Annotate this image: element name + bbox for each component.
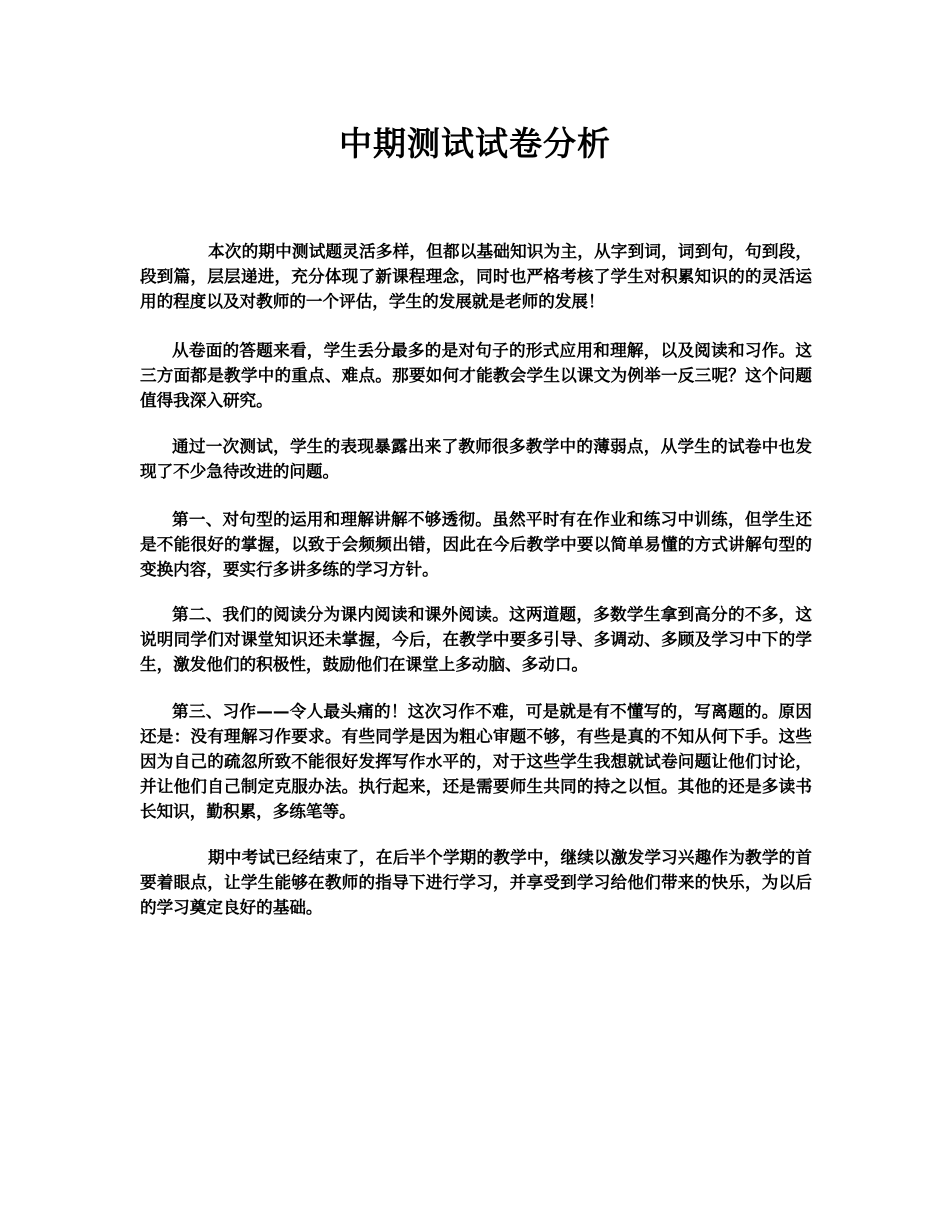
paragraph-point-one: 第一、对句型的运用和理解讲解不够透彻。虽然平时有在作业和练习中训练，但学生还是不能很好的掌握，以致于会频频出错，因此在今后教学中要以简单易懂的方式讲解句型的变换内容，要实行多讲多练的学习方针。 xyxy=(140,510,812,579)
paragraph-point-two: 第二、我们的阅读分为课内阅读和课外阅读。这两道题，多数学生拿到高分的不多，这说明同学们对课堂知识还未掌握，今后，在教学中要多引导、多调动、多顾及学习中下的学生，激发他们的积极性，鼓励他们在课堂上多动脑、多动口。 xyxy=(140,605,812,674)
document-title: 中期测试试卷分析 xyxy=(339,124,611,163)
paragraph-point-three: 第三、习作——令人最头痛的！这次习作不难，可是就是有不懂写的，写离题的。原因还是：没有理解习作要求。有些同学是因为粗心审题不够，有些是真的不知从何下手。这些因为自己的疏忽所致不能很好发挥写作水平的，对于这些学生我想就试卷问题让他们讨论，并让他们自己制定克服办法。执行起来，还是需要师生共同的持之以恒。其他的还是多读书长知识，勤积累，多练笔等。 xyxy=(140,702,812,821)
paragraph-problems: 通过一次测试，学生的表现暴露出来了教师很多教学中的薄弱点，从学生的试卷中也发现了不少急待改进的问题。 xyxy=(140,437,812,481)
paragraph-conclusion: 期中考试已经结束了，在后半个学期的教学中，继续以激发学习兴趣作为教学的首要着眼点，让学生能够在教师的指导下进行学习，并享受到学习给他们带来的快乐，为以后的学习奠定良好的基础。 xyxy=(140,848,812,917)
paragraph-answer-analysis: 从卷面的答题来看，学生丢分最多的是对句子的形式应用和理解，以及阅读和习作。这三方面都是教学中的重点、难点。那要如何才能教会学生以课文为例举一反三呢？这个问题值得我深入研究。 xyxy=(140,341,812,410)
paragraph-intro: 本次的期中测试题灵活多样，但都以基础知识为主，从字到词，词到句，句到段，段到篇，层层递进，充分体现了新课程理念，同时也严格考核了学生对积累知识的的灵活运用的程度以及对教师的一个评估，学生的发展就是老师的发展！ xyxy=(140,242,812,311)
